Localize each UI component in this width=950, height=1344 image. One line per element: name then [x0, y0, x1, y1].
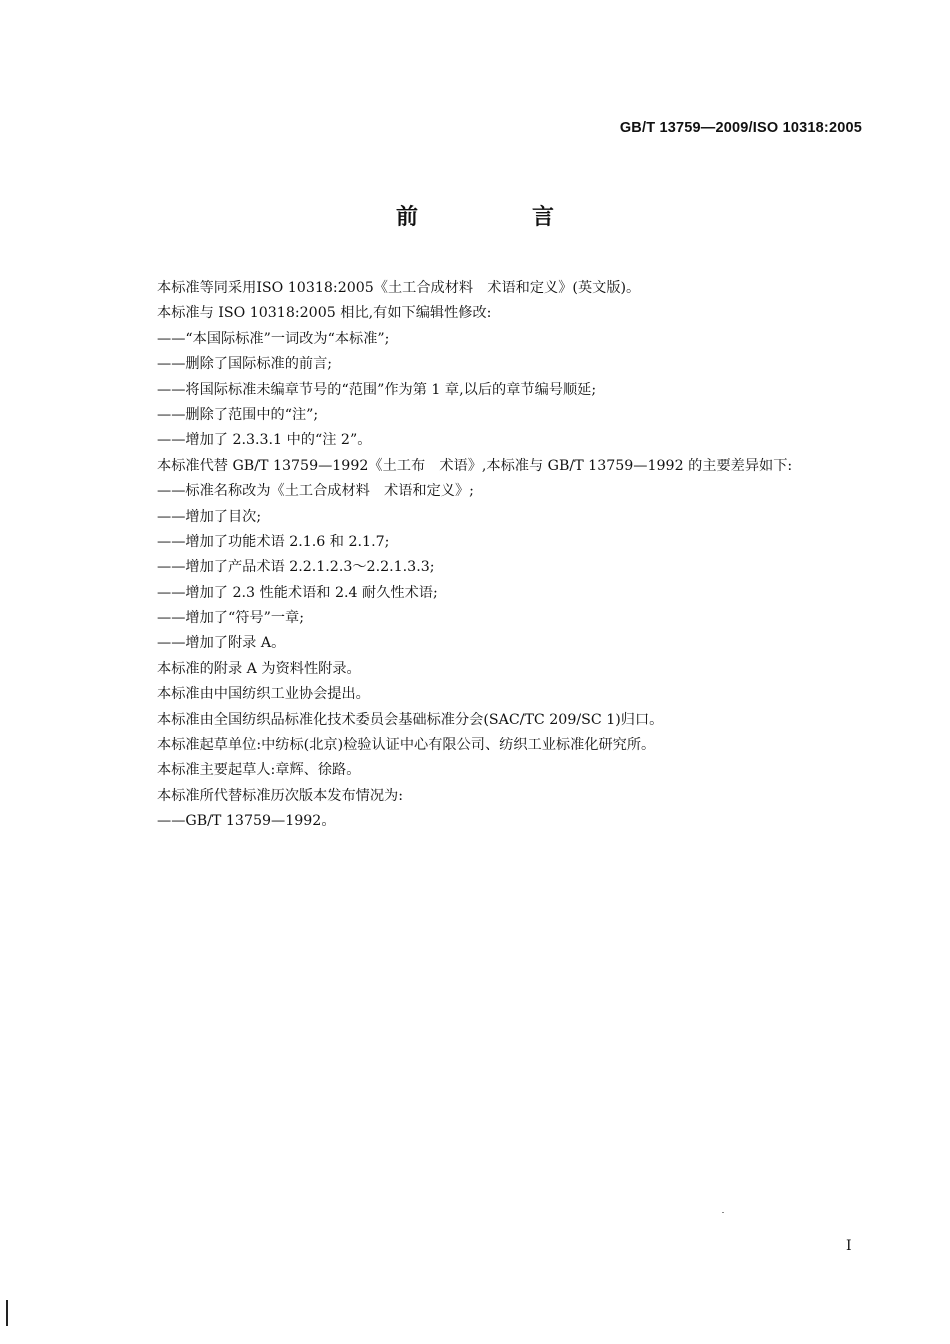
text-line: ——增加了 2.3 性能术语和 2.4 耐久性术语; [157, 584, 438, 601]
foreword-body [157, 276, 877, 835]
page-title: 前 言 [395, 205, 600, 230]
text-line: 本标准等同采用ISO 10318:2005《土工合成材料 术语和定义》(英文版)。 [157, 280, 641, 296]
text-line: 本标准的附录 A 为资料性附录。 [157, 660, 361, 677]
scan-speck [722, 1212, 724, 1213]
text-line: ——GB/T 13759—1992。 [157, 813, 336, 830]
text-line: 本标准代替 GB/T 13759—1992《土工布 术语》,本标准与 GB/T 13759—1992 的主要差异如下: [157, 457, 793, 474]
text-line: ——删除了国际标准的前言; [157, 356, 333, 373]
scan-edge-mark [6, 1300, 8, 1326]
text-line: ——增加了目次; [157, 508, 262, 525]
text-line: 本标准由中国纺织工业协会提出。 [157, 686, 370, 703]
text-line: 本标准由全国纺织品标准化技术委员会基础标准分会(SAC/TC 209/SC 1)归口。 [157, 711, 664, 728]
page-number: I [846, 1238, 852, 1254]
text-line: ——增加了“符号”一章; [157, 610, 304, 627]
text-line: 本标准与 ISO 10318:2005 相比,有如下编辑性修改: [157, 305, 492, 322]
text-line: ——增加了产品术语 2.2.1.2.3～2.2.1.3.3; [157, 559, 435, 576]
text-line: ——增加了功能术语 2.1.6 和 2.1.7; [157, 533, 390, 550]
text-line: ——增加了 2.3.3.1 中的“注 2”。 [157, 432, 372, 449]
text-line: 本标准主要起草人:章辉、徐路。 [157, 762, 361, 779]
standard-code-header: GB/T 13759—2009/ISO 10318:2005 [619, 120, 862, 136]
text-line: ——删除了范围中的“注”; [157, 406, 319, 423]
text-line: 本标准起草单位:中纺标(北京)检验认证中心有限公司、纺织工业标准化研究所。 [157, 737, 656, 754]
text-line: ——增加了附录 A。 [157, 635, 286, 652]
text-line: ——将国际标准未编章节号的“范围”作为第 1 章,以后的章节编号顺延; [157, 381, 597, 398]
text-line: ——“本国际标准”一词改为“本标准”; [157, 330, 390, 347]
text-line: 本标准所代替标准历次版本发布情况为: [157, 787, 403, 804]
text-line: ——标准名称改为《土工合成材料 术语和定义》; [157, 483, 474, 500]
